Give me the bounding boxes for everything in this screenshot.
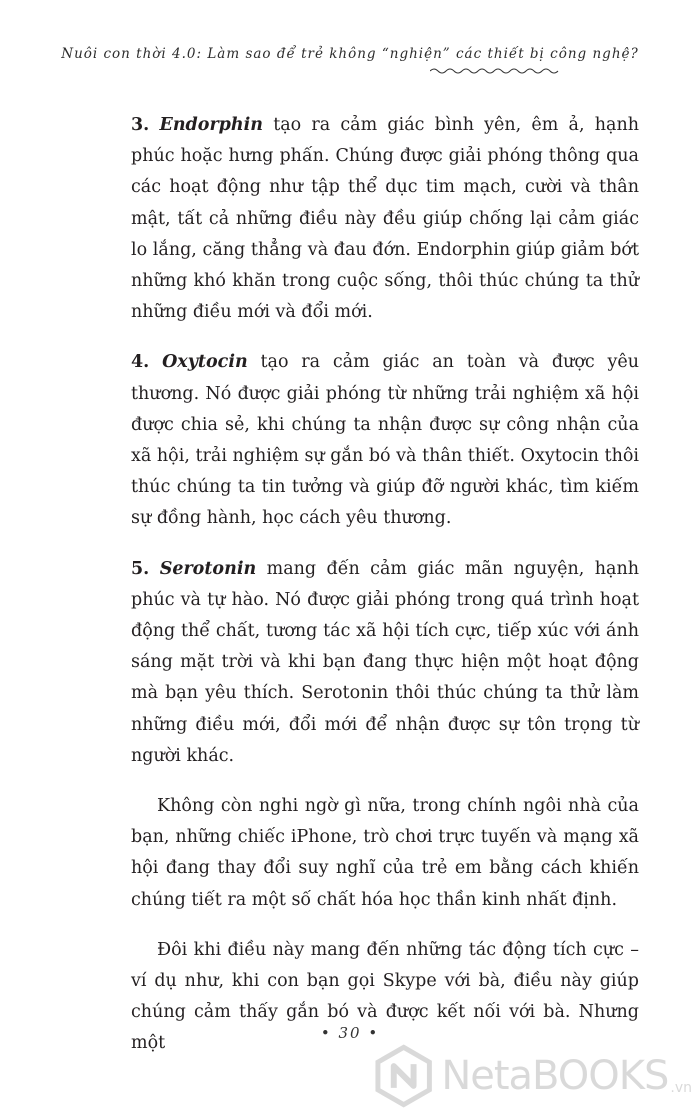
item-number: 4. bbox=[131, 352, 150, 373]
list-item-endorphin bbox=[131, 110, 639, 328]
watermark bbox=[372, 1040, 692, 1112]
running-title: Nuôi con thời 4.0: Làm sao để trẻ không “nghiện” các thiết bị công nghệ? bbox=[61, 46, 639, 62]
watermark-suffix: .vn bbox=[670, 1080, 692, 1096]
item-number: 5. bbox=[131, 558, 150, 579]
item-text: tạo ra cảm giác an toàn và được yêu thương. Nó được giải phóng từ những trải nghiệm xã hội được chia sẻ, khi chúng ta nhận được sự công nhận của xã hội, trải nghiệm sự gắn bó và thân thiết. Oxytocin thôi thúc chúng ta tin tưởng và giúp đỡ người khác, tìm kiếm sự đồng hành, học cách yêu thương. bbox=[131, 352, 639, 529]
body-paragraph: Đôi khi điều này mang đến những tác động tích cực – ví dụ như, khi con bạn gọi Skype với bà, điều này giúp chúng cảm thấy gắn bó và được kết nối với bà. Nhưng một bbox=[131, 939, 639, 1054]
body-paragraph: Không còn nghi ngờ gì nữa, trong chính ngôi nhà của bạn, những chiếc iPhone, trò chơi trực tuyến và mạng xã hội đang thay đổi suy nghĩ của trẻ em bằng cách khiến chúng tiết ra một số chất hóa học thần kinh nhất định. bbox=[131, 796, 639, 910]
list-item-serotonin bbox=[131, 554, 639, 772]
page-number-dot: • bbox=[320, 1024, 332, 1042]
watermark-brand: NetaBOOKS bbox=[441, 1053, 669, 1099]
page-body bbox=[131, 110, 639, 1079]
page-number-dot: • bbox=[368, 1024, 380, 1042]
item-term: Serotonin bbox=[159, 558, 257, 579]
item-term: Oxytocin bbox=[162, 352, 248, 373]
neta-n-hexagon-icon bbox=[372, 1044, 435, 1108]
item-text: tạo ra cảm giác bình yên, êm ả, hạnh phúc hoặc hưng phấn. Chúng được giải phóng thông qua các hoạt động như tập thể dục tim mạch, cười và thân mật, tất cả những điều này đều giúp chống lại cảm giác lo lắng, căng thẳng và đau đớn. Endorphin giúp giảm bớt những khó khăn trong cuộc sống, thôi thúc chúng ta thử những điều mới và đổi mới. bbox=[131, 115, 639, 323]
item-term: Endorphin bbox=[159, 115, 264, 135]
item-text: mang đến cảm giác mãn nguyện, hạnh phúc và tự hào. Nó được giải phóng trong quá trình hoạt động thể chất, tương tác xã hội tích cực, tiếp xúc với ánh sáng mặt trời và khi bạn đang thực hiện một hoạt động mà bạn yêu thích. Serotonin thôi thúc chúng ta thử làm những điều mới, đổi mới để nhận được sự tôn trọng từ người khác. bbox=[131, 558, 639, 766]
list-item-oxytocin bbox=[131, 347, 639, 534]
page-number-value: 30 bbox=[338, 1024, 362, 1042]
wavy-underline-icon bbox=[430, 66, 560, 76]
item-number: 3. bbox=[131, 115, 150, 135]
